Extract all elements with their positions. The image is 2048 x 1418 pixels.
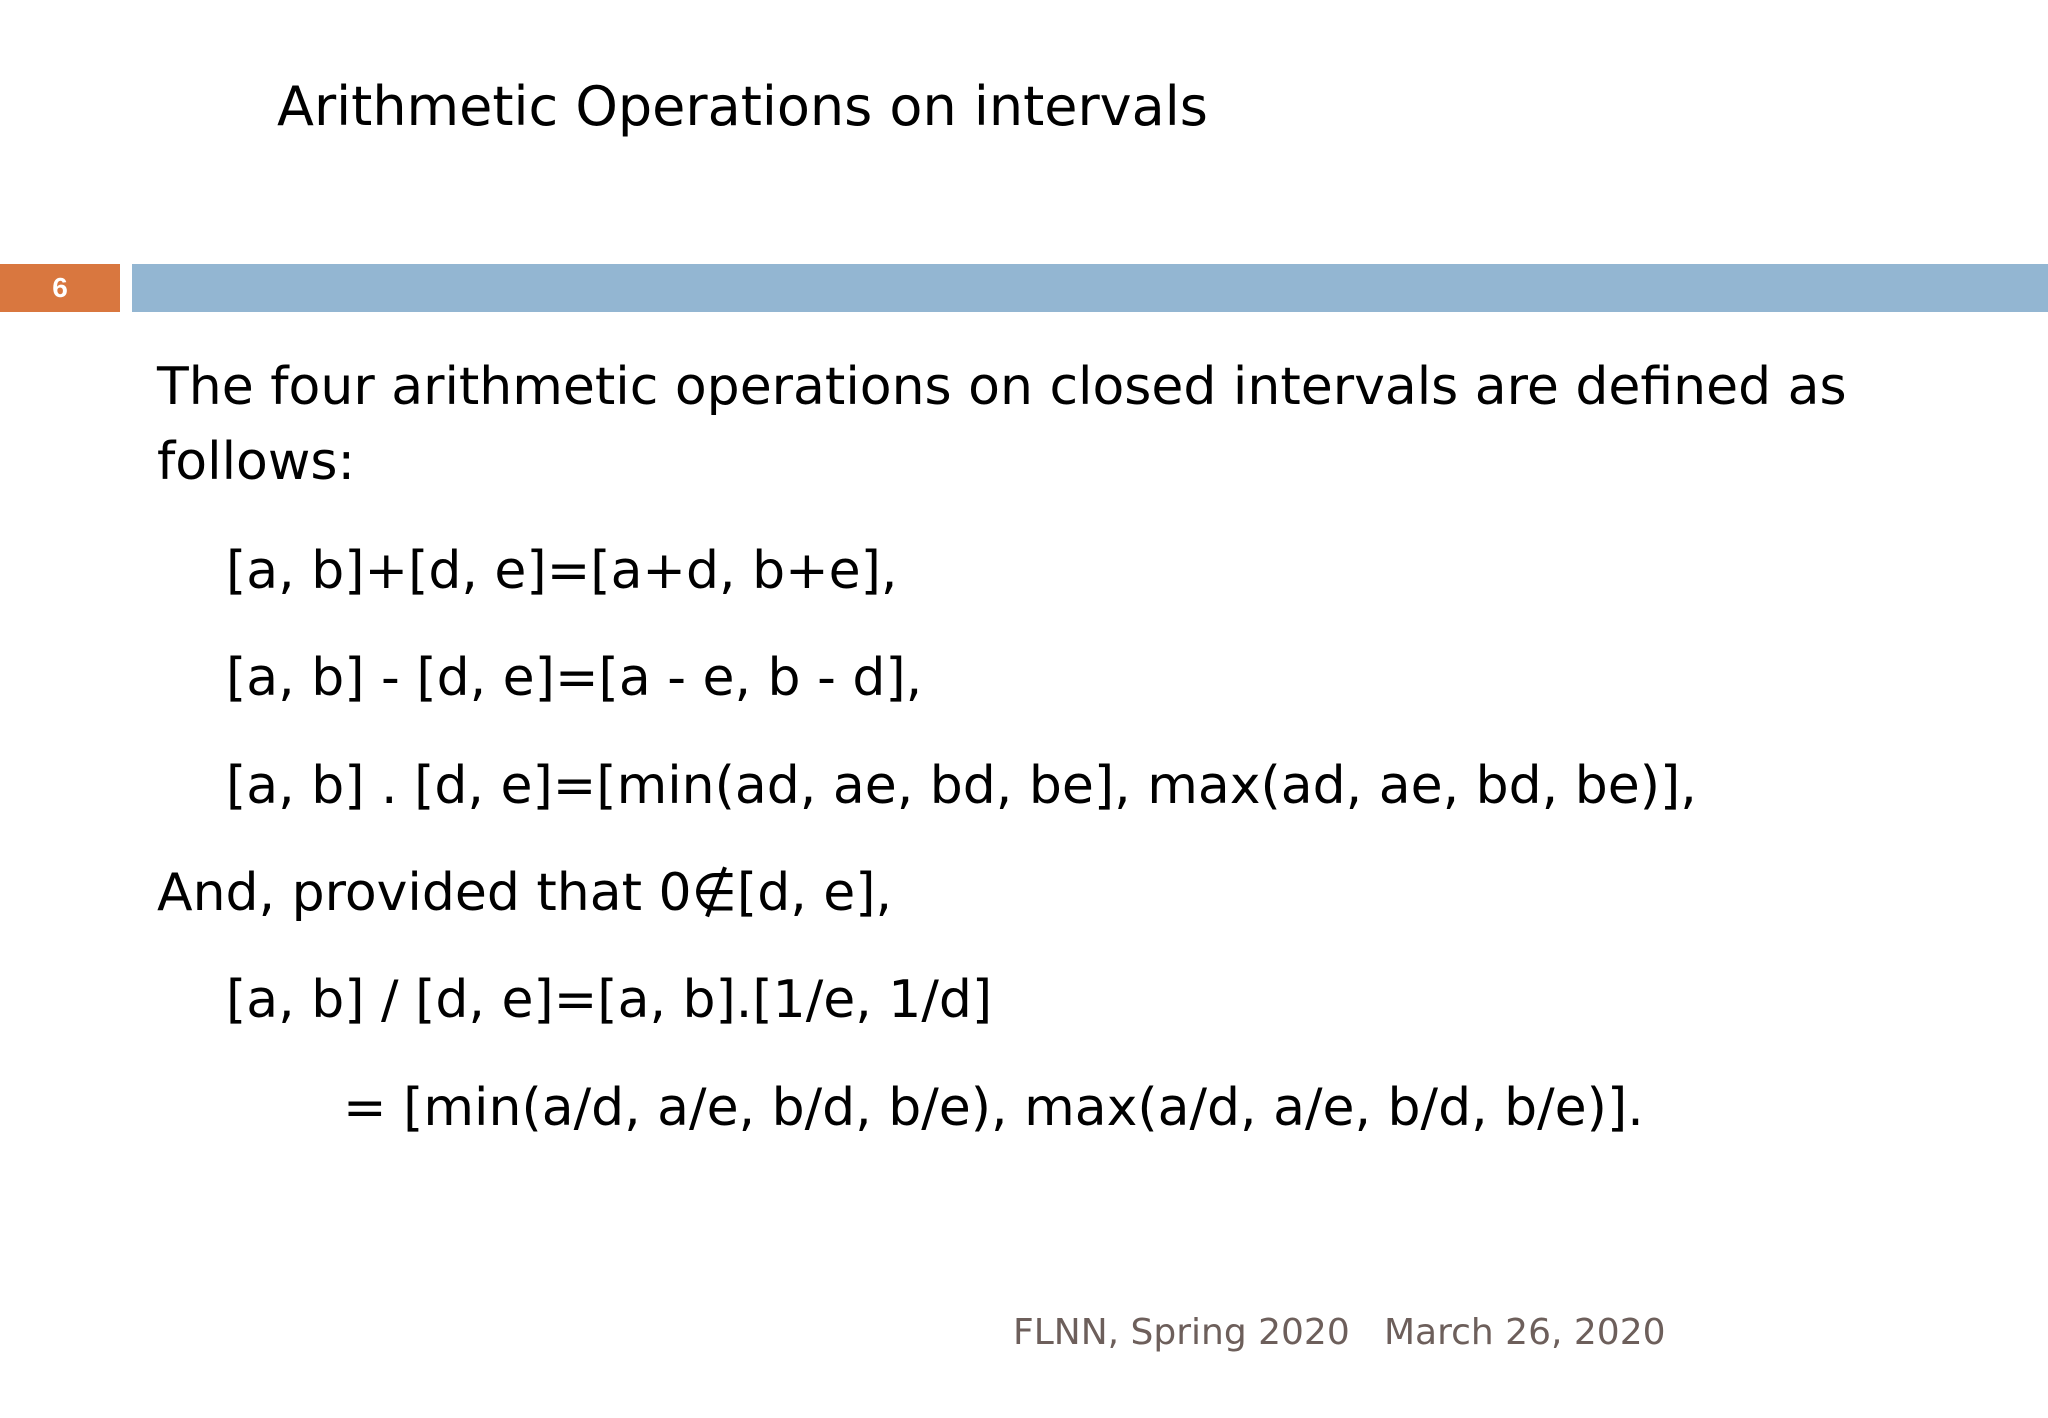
division-condition: And, provided that 0∉[d, e], (157, 863, 893, 923)
slide-number-box (0, 264, 120, 312)
division-result-formula: = [min(a/d, a/e, b/d, b/e), max(a/d, a/e, b/d, b/e)]. (343, 1078, 1644, 1138)
subtraction-formula: [a, b] - [d, e]=[a - e, b - d], (226, 648, 923, 708)
intro-paragraph (157, 350, 1847, 501)
division-formula: [a, b] / [d, e]=[a, b].[1/e, 1/d] (226, 970, 993, 1030)
title-divider-bar (132, 264, 2048, 312)
intro-line-2: follows: (157, 432, 355, 493)
intro-line-1: The four arithmetic operations on closed intervals are defined as (157, 357, 1847, 417)
slide-number: 6 (52, 272, 68, 303)
footer-course: FLNN, Spring 2020 (1013, 1312, 1350, 1353)
slide-title: Arithmetic Operations on intervals (277, 75, 1208, 138)
addition-formula: [a, b]+[d, e]=[a+d, b+e], (226, 541, 898, 601)
footer-date: March 26, 2020 (1384, 1312, 1666, 1353)
multiplication-formula: [a, b] . [d, e]=[min(ad, ae, bd, be], max(ad, ae, bd, be)], (226, 756, 1697, 816)
